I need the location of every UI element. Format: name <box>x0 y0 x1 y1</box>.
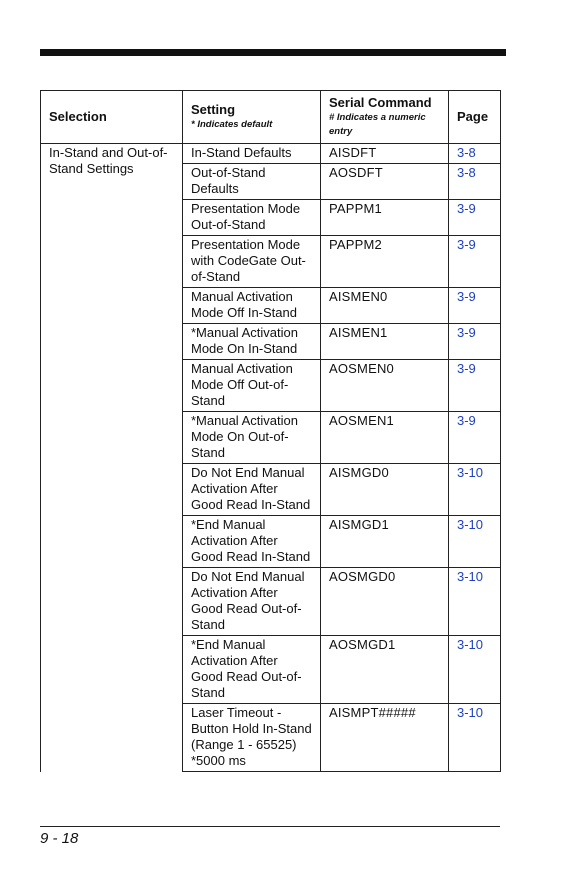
header-rule <box>40 49 506 56</box>
page-link[interactable]: 3-9 <box>457 201 476 216</box>
selection-cell: In-Stand and Out-of-Stand Settings <box>41 144 183 772</box>
page-link[interactable]: 3-10 <box>457 705 484 720</box>
page-link[interactable]: 3-10 <box>457 569 484 584</box>
page-link[interactable]: 3-8 <box>457 165 476 180</box>
page-link[interactable]: 3-9 <box>457 237 476 252</box>
page-cell <box>449 324 501 360</box>
setting-cell: Presentation Mode Out-of-Stand <box>183 200 321 236</box>
page-cell <box>449 568 501 636</box>
setting-cell: *End Manual Activation After Good Read Out-of-Stand <box>183 636 321 704</box>
header-serial-command <box>321 91 449 144</box>
serial-command-cell: AISMGD1 <box>321 516 449 568</box>
page-number: 9 - 18 <box>40 830 79 847</box>
page-cell <box>449 144 501 164</box>
header-page: Page <box>449 91 501 144</box>
header-setting-note: * Indicates default <box>191 119 273 130</box>
header-setting <box>183 91 321 144</box>
page-cell <box>449 412 501 464</box>
serial-command-cell: PAPPM1 <box>321 200 449 236</box>
page-link[interactable]: 3-10 <box>457 637 484 652</box>
page-cell <box>449 164 501 200</box>
serial-command-cell: AISMPT##### <box>321 704 449 772</box>
setting-cell: Do Not End Manual Activation After Good Read Out-of-Stand <box>183 568 321 636</box>
page-cell <box>449 516 501 568</box>
setting-cell: *End Manual Activation After Good Read In-Stand <box>183 516 321 568</box>
setting-cell: *Manual Activation Mode On Out-of-Stand <box>183 412 321 464</box>
serial-command-cell: AOSDFT <box>321 164 449 200</box>
page-cell <box>449 200 501 236</box>
page-cell <box>449 360 501 412</box>
page-link[interactable]: 3-9 <box>457 413 476 428</box>
table-header-row <box>41 91 501 144</box>
serial-command-cell: AOSMEN1 <box>321 412 449 464</box>
table-row <box>41 144 501 164</box>
command-table-container <box>40 90 500 772</box>
serial-command-cell: AOSMGD1 <box>321 636 449 704</box>
setting-cell: Manual Activation Mode Off In-Stand <box>183 288 321 324</box>
page-cell <box>449 704 501 772</box>
setting-cell: Laser Timeout - Button Hold In-Stand (Range 1 - 65525) *5000 ms <box>183 704 321 772</box>
header-selection: Selection <box>41 91 183 144</box>
page-cell <box>449 288 501 324</box>
setting-cell: Out-of-Stand Defaults <box>183 164 321 200</box>
setting-cell: Do Not End Manual Activation After Good Read In-Stand <box>183 464 321 516</box>
page-link[interactable]: 3-8 <box>457 145 476 160</box>
setting-cell: *Manual Activation Mode On In-Stand <box>183 324 321 360</box>
page-link[interactable]: 3-9 <box>457 361 476 376</box>
header-setting-label: Setting <box>191 102 236 117</box>
serial-command-cell: AISDFT <box>321 144 449 164</box>
page-link[interactable]: 3-9 <box>457 289 476 304</box>
table-body <box>41 144 501 772</box>
page-cell <box>449 464 501 516</box>
serial-command-cell: AISMGD0 <box>321 464 449 516</box>
setting-cell: Manual Activation Mode Off Out-of-Stand <box>183 360 321 412</box>
footer-rule <box>40 826 500 827</box>
page-link[interactable]: 3-9 <box>457 325 476 340</box>
page-link[interactable]: 3-10 <box>457 465 484 480</box>
serial-command-cell: AISMEN1 <box>321 324 449 360</box>
serial-command-cell: AOSMGD0 <box>321 568 449 636</box>
page-link[interactable]: 3-10 <box>457 517 484 532</box>
page-cell <box>449 236 501 288</box>
serial-command-table <box>40 90 501 772</box>
setting-cell: Presentation Mode with CodeGate Out-of-Stand <box>183 236 321 288</box>
header-serial-command-label: Serial Command <box>329 95 432 110</box>
page-cell <box>449 636 501 704</box>
header-serial-command-note: # Indicates a numeric entry <box>329 112 426 137</box>
serial-command-cell: AISMEN0 <box>321 288 449 324</box>
serial-command-cell: PAPPM2 <box>321 236 449 288</box>
serial-command-cell: AOSMEN0 <box>321 360 449 412</box>
setting-cell: In-Stand Defaults <box>183 144 321 164</box>
